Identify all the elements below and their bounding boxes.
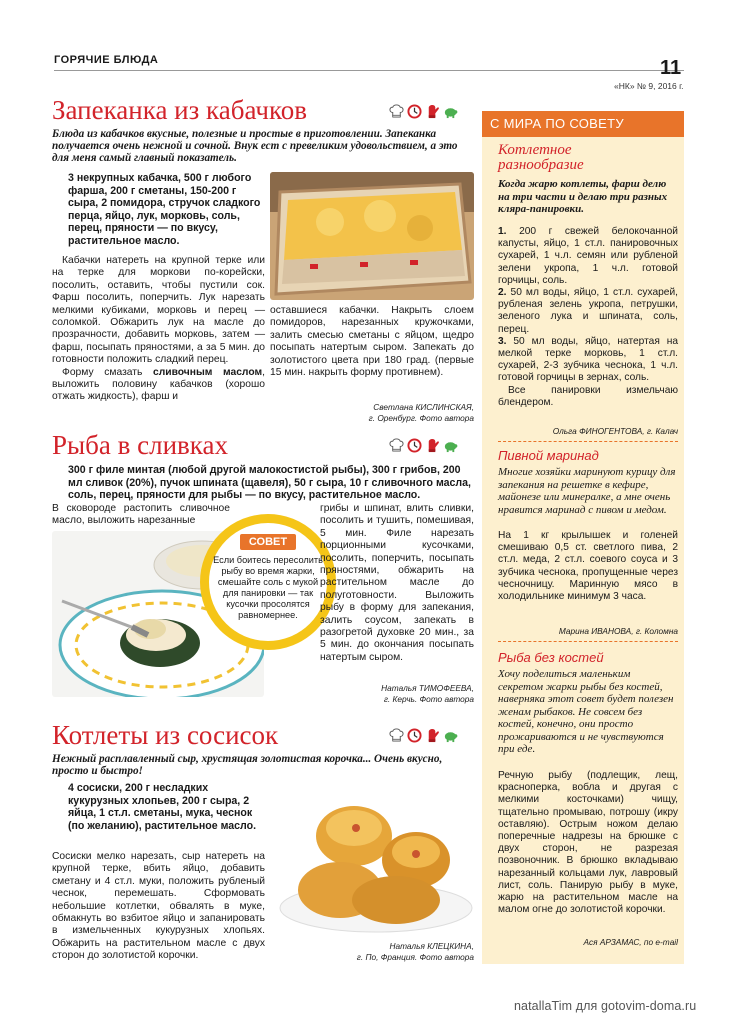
- piggy-bank-icon: [443, 438, 458, 453]
- author-name: Наталья КЛЕЦКИНА,: [389, 941, 474, 951]
- oven-mitt-icon: [425, 104, 440, 119]
- recipe-lead: Нежный расплавленный сыр, хрустящая золотистая корочка... Очень вкусно, просто и быстро!: [52, 753, 443, 777]
- chef-hat-icon: [389, 438, 404, 453]
- piggy-bank-icon: [443, 104, 458, 119]
- tip-title: СОВЕТ: [240, 534, 296, 550]
- recipe-ingredients: 300 г филе минтая (любой другой малокостистой рыбы), 300 г грибов, 200 мл сливок (20%), пучок шпината (щавеля), 50 г сыра, 10 г сливочного масла, соль, перец, пряности для рыбы — по вкусу, растительное масло.: [68, 464, 471, 501]
- tip-text: Если боитесь пересолить рыбу во время жарки, смешайте соль с мукой для панировки — так кусочки просолятся равномернее.: [213, 555, 323, 621]
- recipe-ingredients: 4 сосиски, 200 г несладких кукурузных хлопьев, 200 г сыра, 2 яйца, 1 ст.л. сметаны, мука, чеснок (по желанию), растительное масло.: [68, 782, 257, 832]
- watermark: natallaTim для gotovim-doma.ru: [514, 999, 697, 1013]
- clock-icon: [407, 438, 422, 453]
- chef-hat-icon: [389, 728, 404, 743]
- step-paragraph: Кабачки натереть на крупной терке или на терке для моркови по-корейски, посолить, оставить, чтобы пустили сок. Фарш посолить, поперчить. Лук нарезать мелкими кубиками, морковь и перец — соломкой. Обжарить лук на масле до прозрачности, добавить морковь, затем — фарш, посыпать пряностями, а за 5 мин. до готовности положить сладкий перец.: [52, 255, 265, 366]
- tip-body: 1. 200 г свежей белокочанной капусты, яйцо, 1 ст.л. панировочных сухарей, 1 ч.л. семян или рубленой зелени укропа, 1 ч.л. готовой горчицы, соль. 2. 50 мл воды, яйцо, 1 ст.л. сухарей, рубленая зелень укропа, петрушки, зеленого лука и шпината, соль, перец. 3. 50 мл воды, яйцо, натертая на мелкой терке морковь, 1 ст.л. сухарей, 2-3 зубчика чеснока, 1 ч.л. готовой горчицы в зернах, соль. Все панировки измельчаю блендером.: [498, 226, 678, 408]
- oven-mitt-icon: [425, 728, 440, 743]
- recipe-ingredients: 3 некрупных кабачка, 500 г любого фарша, 200 г сметаны, 150-200 г сыра, 2 помидора, стручок сладкого перца, яйцо, лук, морковь, соль, перец, пряности — по вкусу, растительное масло.: [68, 172, 261, 247]
- author-name: Наталья ТИМОФЕЕВА,: [381, 683, 474, 693]
- tip-body: На 1 кг крылышек и голеней смешиваю 0,5 ст. светлого пива, 2 ст.л. меда, 2 ст.л. соевого соуса и 3 зубчика чеснока, пропущенные через чесночницу. Маринную мясо в холодильнике минимум 3 часа.: [498, 530, 678, 603]
- tip-author: Ася АРЗАМАС, по e-mail: [583, 937, 678, 947]
- page-number: 11: [660, 57, 682, 79]
- step-paragraph-2: Форму смазать сливочным маслом, выложить половину кабачков (хорошо отжать жидкость), фарш и: [52, 366, 265, 403]
- author-place: г. Керчь. Фото автора: [383, 694, 474, 704]
- author-place: г. По, Франция. Фото автора: [356, 952, 474, 962]
- oven-mitt-icon: [425, 438, 440, 453]
- recipe-steps: В сковороде растопить сливочное масло, выложить нарезанные: [52, 503, 230, 527]
- recipe-title-zucchini: Запеканка из кабачков: [52, 95, 307, 125]
- recipe-lead: Блюда из кабачков вкусные, полезные и простые в приготовлении. Запеканка получается очень нежной и сочной. Внук ест с превеликим удовольствием, а это для меня самый главный показатель.: [52, 128, 458, 164]
- recipe-steps-cont: грибы и шпинат, влить сливки, посолить и тушить, помешивая, 5 мин. Филе нарезать порционными кусочками, посолить, поперчить, посыпать пряностями, обжарить на растительном масле до полуготовности. Выложить рыбу в форму для запекания, залить соусом, запекать в разогретой духовке 20 мин., за 5 мин. до окончания посыпать натертым сыром.: [320, 503, 474, 663]
- author-name: Светлана КИСЛИНСКАЯ,: [373, 402, 474, 412]
- sidebar-header: С МИРА ПО СОВЕТУ: [482, 111, 684, 137]
- recipe-icons-1: [389, 104, 458, 119]
- tip-author: Марина ИВАНОВА, г. Коломна: [558, 626, 678, 636]
- casserole-photo: [270, 172, 474, 300]
- clock-icon: [407, 104, 422, 119]
- recipe-steps: Сосиски мелко нарезать, сыр натереть на крупной терке, вбить яйцо, добавить сметану и 4 ст.л. муки, положить рубленый чеснок, перемешать. Сформовать небольшие котлетки, обвалять в муке, обмакнуть во взбитое яйцо и запанировать в измельченных кукурузных хлопьях. Обжарить на растительном масле с двух сторон до золотистой корочки.: [52, 851, 265, 962]
- author-place: г. Оренбург. Фото автора: [368, 413, 474, 423]
- recipe-title-fish: Рыба в сливках: [52, 430, 228, 460]
- tip-lead: Хочу поделиться маленьким секретом жарки рыбы без костей, наверняка этот совет будет полезен женам рыбаков. Не совсем без костей, конечно, они просто прожариваются и не чувствуются при еде.: [498, 668, 674, 755]
- recipe-icons-3: [389, 728, 458, 743]
- tip-title-cutlets: Котлетное разнообразие: [498, 142, 584, 173]
- recipe-steps: [52, 255, 265, 404]
- recipe-steps-cont: оставшиеся кабачки. Накрыть слоем помидоров, нарезанных кружочками, залить смесью сметаны с яйцом, щедро посыпать натертым сыром. Запекать до золотистого цвета при 180 град. (первые 15 мин. накрыть форму противнем).: [270, 305, 474, 379]
- recipe-title-cutlets: Котлеты из сосисок: [52, 720, 279, 750]
- tip-title-marinade: Пивной маринад: [498, 448, 599, 463]
- chef-hat-icon: [389, 104, 404, 119]
- piggy-bank-icon: [443, 728, 458, 743]
- clock-icon: [407, 728, 422, 743]
- tip-body: Речную рыбу (подлещик, лещ, красноперка, вобла и другая с мелкими косточками) чищу, тщательно промываю, потрошу (икру оставляю). Острым ножом делаю поперечные надрезы на брюшке с двух сторон, не разрезая позвоночник. В брюшко вкладываю нарезанный кольцами лук, лавровый лист, соль. Панирую рыбу в муке, жарю на растительном масле на малом огне до золотистой корочки.: [498, 770, 678, 916]
- sidebar-divider: [498, 641, 678, 642]
- recipe-icons-2: [389, 438, 458, 453]
- cutlets-photo: [276, 778, 474, 936]
- sidebar-divider: [498, 441, 678, 442]
- tip-lead: Многие хозяйки маринуют курицу для запекания на решетке в кефире, майонезе или минералке, а мне очень нравится маринад с пивом и медом.: [498, 466, 676, 516]
- header-rule: [54, 70, 684, 71]
- tip-author: Ольга ФИНОГЕНТОВА, г. Калач: [552, 426, 678, 436]
- issue-number: «НК» № 9, 2016 г.: [614, 81, 684, 91]
- tip-title-fish: Рыба без костей: [498, 650, 604, 665]
- tip-lead: Когда жарю котлеты, фарш делю на три части и делаю три разных кляра-панировки.: [498, 178, 668, 215]
- section-title: ГОРЯЧИЕ БЛЮДА: [54, 54, 159, 66]
